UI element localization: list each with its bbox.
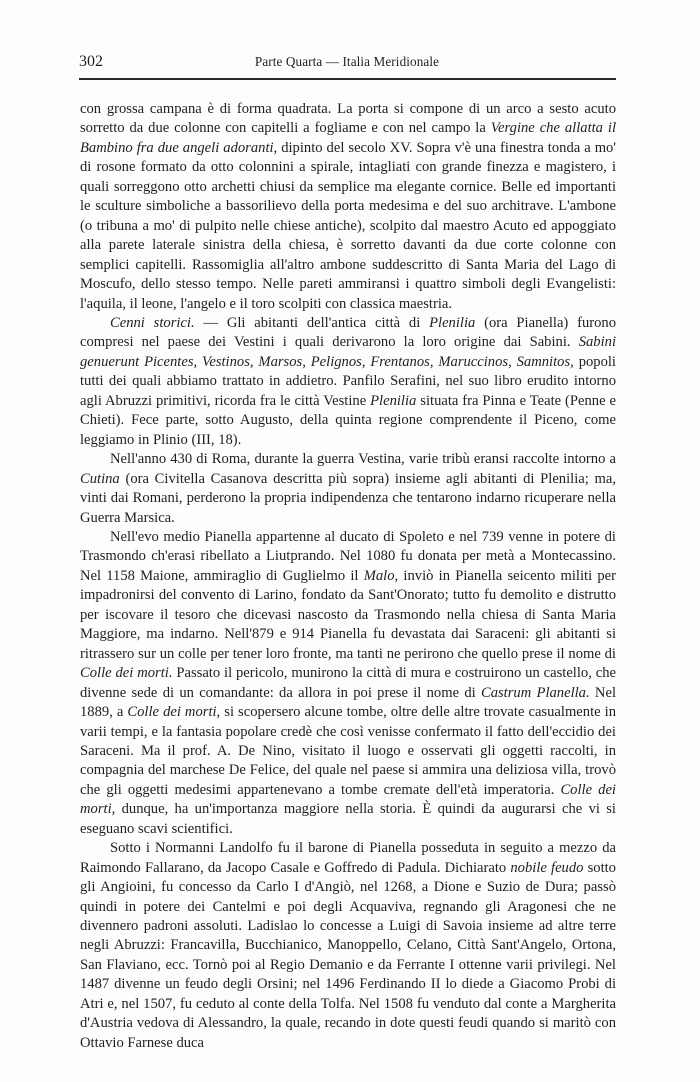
running-head [79, 52, 615, 76]
text-run: dipinto del secolo XV. Sopra v'è una finestra tonda a mo' di rosone formato da otto colonnini a spirale, intagliati con grande finezza e magistero, i quali sorreggono otto archetti chiusi da semplice ma elegante cornice. Belle ed importanti le sculture simboliche a bassorilievo della porta medesima e del suo architrave. L'ambone (o tribuna a mo' di pulpito nelle chiese antiche), scolpito dal maestro Acuto ed appoggiato alla parete laterale sinistra della chiesa, è sorretto davanti da due corte colonne con semplici capitelli. Rassomiglia all'altro ambone suddescritto di Santa Maria del Lago di Moscufo, dello stesso tempo. Nelle pareti ammiransi i quattro simboli degli Evangelisti: l'aquila, il leone, l'angelo e il toro scolpiti con classica maestria. [80, 139, 616, 312]
text-run: inviò in Pianella seicento militi per impadronirsi del convento di Larino, fondato da Sant'Onorato; tutto fu demolito e distrutto per iscovare il tesoro che dicevasi nascosto da Trasmondo nella chiesa di Santa Maria Maggiore, ma indarno. Nell'879 e 914 Pianella fu devastata dai Saraceni: gli abitanti si ritrassero sur un colle per tener loro fronte, ma tanti ne perirono che quello prese il nome di [80, 567, 616, 662]
text-run: Nell'evo medio Pianella appartenne al ducato di Spoleto e nel 739 venne in potere di Trasmondo ch'erasi ribellato a Liutprando. Nel 1080 fu donata per metà a Montecassino. Nel 1158 Maione, ammiraglio di Guglielmo il [80, 528, 616, 584]
italic-text: Colle dei morti. [80, 665, 173, 682]
text-run: sotto gli Angioini, fu concesso da Carlo I d'Angiò, nel 1268, a Dione e Suzio de Dura; passò quindi in potere dei Cantelmi e poi degli Acquaviva, regnando gli Aragonesi che ne divennero padroni assoluti. Ladislao lo concesse a Luigi di Savoia insieme ad altre terre negli Abruzzi: Francavilla, Bucchianico, Manoppello, Celano, Città Sant'Angelo, Ortona, San Flaviano, ecc. Tornò poi al Regio Demanio e da Ferrante I ottenne varii privilegi. Nel 1487 divenne un feudo degli Orsini; nel 1496 Ferdinando II lo diede a Giacomo Probi di Atri e, nel 1507, fu ceduto al conte della Tolfa. Nel 1508 fu venduto dal conte a Margherita d'Austria vedova di Alessandro, la quale, recando in dote questi feudi quando si maritò con Ottavio Farnese duca [80, 859, 616, 1051]
italic-text: Malo, [363, 567, 399, 584]
text-run: (ora Pianella) furono compresi nel paese dei Vestini i quali derivarono la loro origine dai Sabini. [80, 314, 616, 351]
text-run: (ora Civitella Casanova descritta più sopra) insieme agli abitanti di Plenilia; ma, vinti dai Romani, perderono la propria indipendenza che tentarono indarno ricuperare nella Guerra Marsica. [80, 470, 616, 526]
paragraph [80, 314, 616, 450]
paragraph [80, 450, 616, 528]
text-run: situata fra Pinna e Teate (Penne e Chieti). Fece parte, sotto Augusto, della quinta regione comprendente il Piceno, come leggiamo in Plinio (III, 18). [80, 392, 616, 448]
text-run: Sotto i Normanni Landolfo fu il barone di Pianella posseduta in seguito a mezzo da Raimondo Fallarano, da Jacopo Casale e Goffredo di Padula. Dichiarato [80, 840, 616, 876]
text-run: Passato il pericolo, munirono la città di mura e costruirono un castello, che divenne sede di un comandante: da allora in poi prese il nome di [80, 665, 616, 701]
paragraph [80, 839, 616, 1053]
italic-text: Cutina [80, 470, 120, 487]
text-run: — Gli abitanti dell'antica città di [194, 314, 430, 331]
text-run: con grossa campana è di forma quadrata. La porta si compone di un arco a sesto acuto sorretto da due colonne con capitelli a fogliame e con nel campo la [80, 101, 616, 137]
running-title: Parte Quarta — Italia Meridionale [254, 54, 440, 69]
italic-text: nobile feudo [510, 859, 584, 876]
italic-text: Plenilia [429, 314, 476, 331]
italic-text: Colle dei morti, [80, 781, 616, 818]
page-number: 302 [79, 53, 103, 70]
text-run: Nel 1889, a [80, 684, 616, 721]
text-run: si scopersero alcune tombe, oltre delle altre trovate casualmente in varii tempi, e la fantasia popolare credè che così venisse confermato il fatto dell'eccidio dei Saraceni. Ma il prof. A. De Nino, visitato il luogo e osservati gli oggetti raccolti, in compagnia del marchese De Felice, del quale nel paese si ammira una deliziosa villa, trovò che gli oggetti medesimi appartenevano a tombe cremate dell'età imperatoria. [80, 704, 616, 798]
italic-text: Castrum Planella. [480, 684, 590, 701]
text-run: Nell'anno 430 di Roma, durante la guerra Vestina, varie tribù eransi raccolte intorno a [110, 451, 616, 468]
italic-text: Colle dei morti, [127, 704, 221, 721]
text-run: dunque, ha un'importanza maggiore nella storia. È quindi da augurarsi che vi si eseguano scavi scientifici. [80, 801, 616, 837]
header-rule [79, 78, 616, 80]
italic-text: Plenilia [370, 392, 417, 409]
italic-text: Sabini genuerunt Picentes, Vestinos, Marsos, Pelignos, Frentanos, Maruccinos, Samnitos, [80, 334, 616, 370]
paragraph [80, 100, 616, 314]
paragraph [80, 528, 616, 839]
body-text [80, 100, 616, 1053]
italic-text: Cenni storici. [110, 314, 195, 331]
italic-text: Vergine che allatta il Bambino fra due angeli adoranti, [80, 120, 617, 156]
text-run: popoli tutti dei quali abbiamo trattato in addietro. Panfilo Serafini, nel suo libro erudito intorno agli Abruzzi primitivi, ricorda fra le città Vestine [80, 353, 616, 409]
